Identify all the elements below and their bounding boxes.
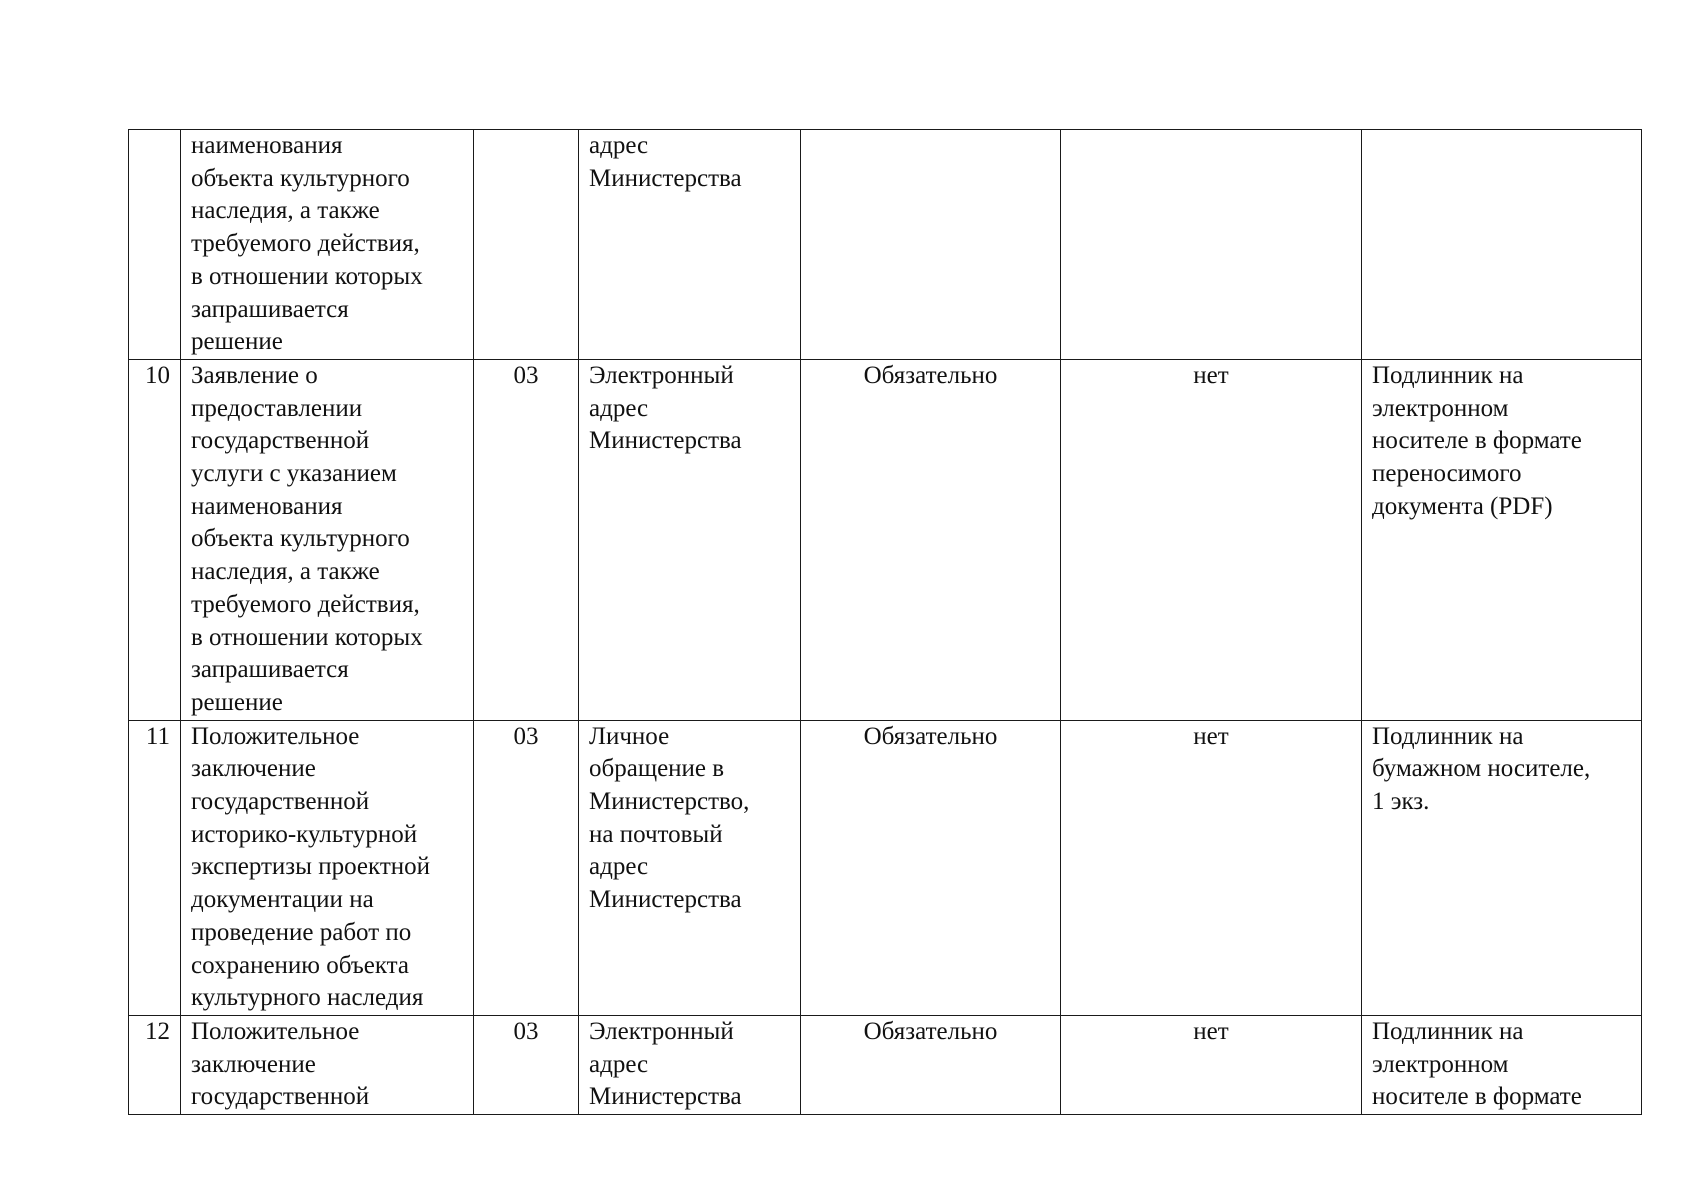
required-status: Обязательно bbox=[863, 1017, 998, 1045]
row-number-cell bbox=[129, 1015, 181, 1114]
code-cell bbox=[474, 1015, 579, 1114]
document-name: Положительное заключение государственной bbox=[191, 1017, 370, 1111]
submission-method: Электронный адрес Министерства bbox=[589, 361, 742, 455]
table-row bbox=[129, 1015, 1642, 1114]
document-name: наименования объекта культурного наследия, а также требуемого действия, в отношении которых запрашивается решение bbox=[191, 132, 423, 356]
submission-method: Электронный адрес Министерства bbox=[589, 1017, 742, 1111]
document-form-cell bbox=[1362, 1015, 1642, 1114]
code-cell bbox=[474, 359, 579, 720]
code-cell bbox=[474, 130, 579, 360]
document-name-cell bbox=[181, 720, 474, 1015]
refusal-value: нет bbox=[1193, 361, 1229, 389]
required-cell bbox=[801, 359, 1061, 720]
document-form-cell bbox=[1362, 720, 1642, 1015]
submission-method-cell bbox=[579, 1015, 801, 1114]
refusal-value: нет bbox=[1193, 722, 1229, 750]
required-status: Обязательно bbox=[863, 361, 998, 389]
document-form-cell bbox=[1362, 359, 1642, 720]
document-code: 03 bbox=[513, 1017, 539, 1045]
refusal-value: нет bbox=[1193, 1017, 1229, 1045]
document-form: Подлинник на электронном носителе в формате bbox=[1372, 1017, 1582, 1111]
document-form-cell bbox=[1362, 130, 1642, 360]
submission-method: Личное обращение в Министерство, на почтовый адрес Министерства bbox=[589, 722, 750, 914]
refusal-cell bbox=[1061, 720, 1362, 1015]
row-number-cell bbox=[129, 720, 181, 1015]
refusal-cell bbox=[1061, 359, 1362, 720]
table-row bbox=[129, 720, 1642, 1015]
refusal-cell bbox=[1061, 130, 1362, 360]
document-name-cell bbox=[181, 359, 474, 720]
row-number-cell bbox=[129, 130, 181, 360]
document-name-cell bbox=[181, 1015, 474, 1114]
row-number: 11 bbox=[145, 722, 170, 750]
required-cell bbox=[801, 130, 1061, 360]
submission-method: адрес Министерства bbox=[589, 132, 742, 192]
refusal-cell bbox=[1061, 1015, 1362, 1114]
table-row bbox=[129, 359, 1642, 720]
row-number: 12 bbox=[145, 1017, 170, 1045]
required-status: Обязательно bbox=[863, 722, 998, 750]
row-number-cell bbox=[129, 359, 181, 720]
document-name: Заявление о предоставлении государственной услуги с указанием наименования объекта культурного наследия, а также требуемого действия, в отношении которых запрашивается решение bbox=[191, 361, 423, 716]
documents-table bbox=[128, 129, 1642, 1115]
submission-method-cell bbox=[579, 720, 801, 1015]
required-cell bbox=[801, 720, 1061, 1015]
document-form: Подлинник на бумажном носителе, 1 экз. bbox=[1372, 722, 1591, 816]
document-code: 03 bbox=[513, 722, 539, 750]
required-cell bbox=[801, 1015, 1061, 1114]
document-name-cell bbox=[181, 130, 474, 360]
row-number: 10 bbox=[145, 361, 170, 389]
table-row bbox=[129, 130, 1642, 360]
document-name: Положительное заключение государственной историко-культурной экспертизы проектной документации на проведение работ по сохранению объекта культурного наследия bbox=[191, 722, 431, 1012]
document-code: 03 bbox=[513, 361, 539, 389]
submission-method-cell bbox=[579, 359, 801, 720]
code-cell bbox=[474, 720, 579, 1015]
submission-method-cell bbox=[579, 130, 801, 360]
document-form: Подлинник на электронном носителе в формате переносимого документа (PDF) bbox=[1372, 361, 1582, 520]
